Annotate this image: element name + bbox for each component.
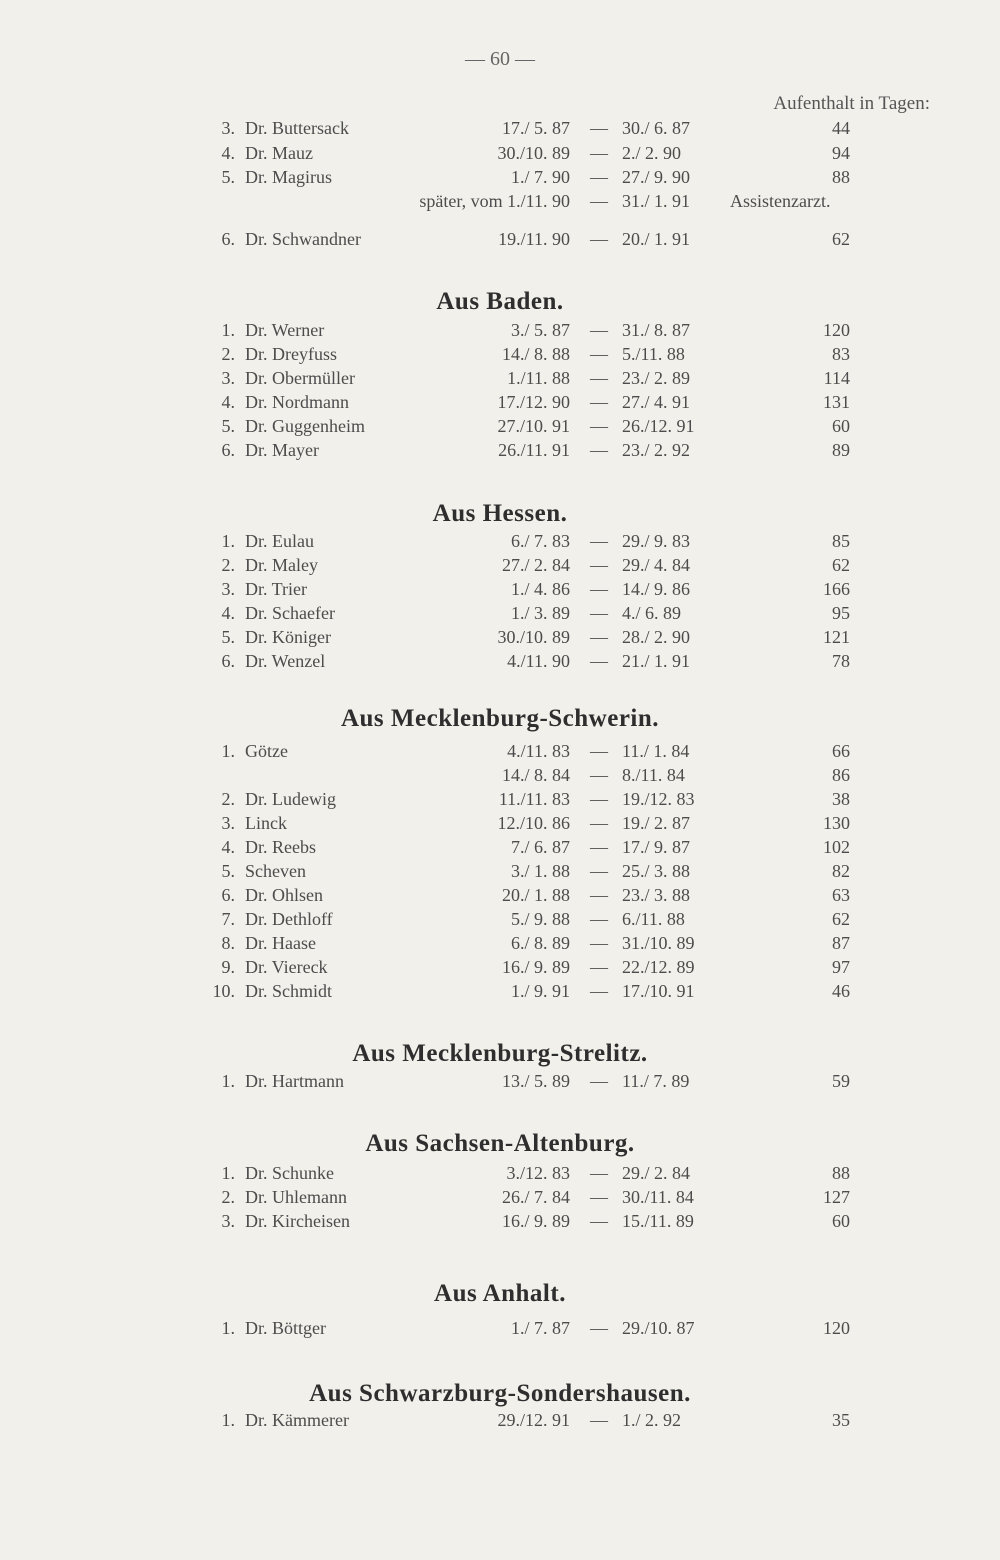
row-number: 4. [221,603,235,623]
dash-separator: — [590,1318,608,1338]
person-name: Dr. Viereck [245,957,328,977]
date-from: 12./10. 86 [497,813,570,833]
column-header: Aufenthalt in Tagen: [773,93,930,114]
days-count: 87 [832,933,850,953]
dash-separator: — [590,957,608,977]
dash-separator: — [590,579,608,599]
date-from: 4./11. 90 [507,651,570,671]
row-number: 2. [221,1187,235,1207]
person-name: Dr. Dreyfuss [245,344,337,364]
person-name: Dr. Mauz [245,143,313,163]
person-name: Dr. Wenzel [245,651,326,671]
person-name: Dr. Dethloff [245,909,333,929]
date-from: 30./10. 89 [497,627,570,647]
dash-separator: — [590,909,608,929]
date-to: 30./ 6. 87 [622,118,691,138]
date-from: 14./ 8. 88 [501,344,570,364]
row-number: 3. [221,1211,235,1231]
date-from: 1./ 4. 86 [510,579,570,599]
days-count: 59 [832,1071,850,1091]
row-number: 6. [221,229,235,249]
days-count: 88 [832,167,850,187]
row-number: 5. [221,416,235,436]
dash-separator: — [590,344,608,364]
days-count: 94 [832,143,850,163]
dash-separator: — [590,1211,608,1231]
date-to: 21./ 1. 91 [622,651,691,671]
days-count: 95 [832,603,850,623]
person-name: Dr. Magirus [245,167,332,187]
table-row [0,1211,1000,1235]
date-prefix: später, vom 1./11. 90 [419,191,570,211]
date-to: 8./11. 84 [622,765,685,785]
person-name: Dr. Maley [245,555,318,575]
days-count: 127 [823,1187,850,1207]
date-from: 26./ 7. 84 [501,1187,570,1207]
days-count: 86 [832,765,850,785]
person-name: Dr. Reebs [245,837,316,857]
person-name: Dr. Werner [245,320,325,340]
table-row [0,143,1000,167]
table-row [0,118,1000,142]
row-number: 6. [221,885,235,905]
person-name: Dr. Schmidt [245,981,333,1001]
table-row [0,531,1000,555]
date-to: 23./ 2. 92 [622,440,691,460]
date-from: 17./ 5. 87 [501,118,570,138]
table-row [0,651,1000,675]
days-count: 130 [823,813,850,833]
row-number: 1. [221,531,235,551]
row-number: 6. [221,440,235,460]
row-number: 3. [221,813,235,833]
table-row [0,1071,1000,1095]
person-name: Dr. Nordmann [245,392,349,412]
dash-separator: — [590,392,608,412]
date-from: 26./11. 91 [498,440,570,460]
row-number: 1. [221,741,235,761]
person-name: Dr. Obermüller [245,368,355,388]
days-count: 66 [832,741,850,761]
date-to: 31./10. 89 [622,933,695,953]
table-row [0,1163,1000,1187]
date-to: 1./ 2. 92 [622,1410,682,1430]
date-from: 1./ 7. 87 [510,1318,570,1338]
table-row [0,392,1000,416]
table-row [0,440,1000,464]
days-count: 120 [823,1318,850,1338]
date-to: 29./ 4. 84 [622,555,691,575]
dash-separator: — [590,229,608,249]
row-number: 5. [221,861,235,881]
row-number: 4. [221,143,235,163]
person-name: Dr. Kircheisen [245,1211,350,1231]
person-name: Dr. Schaefer [245,603,335,623]
dash-separator: — [590,1187,608,1207]
date-to: 15./11. 89 [622,1211,694,1231]
date-from: 4./11. 83 [507,741,570,761]
section-title: Aus Hessen. [432,500,568,527]
table-row [0,909,1000,933]
table-row [0,555,1000,579]
table-row [0,1318,1000,1342]
table-row [0,885,1000,909]
date-to: 23./ 3. 88 [622,885,691,905]
row-number: 6. [221,651,235,671]
days-count: 83 [832,344,850,364]
date-from: 1./11. 88 [507,368,570,388]
dash-separator: — [590,1071,608,1091]
table-row [0,167,1000,191]
date-from: 1./ 3. 89 [510,603,570,623]
dash-separator: — [590,765,608,785]
date-from: 3./ 1. 88 [510,861,570,881]
date-from: 29./12. 91 [497,1410,570,1430]
dash-separator: — [590,1410,608,1430]
page-number: — 60 — [465,48,535,70]
row-number: 2. [221,555,235,575]
date-from: 1./ 9. 91 [510,981,570,1001]
date-from: 13./ 5. 89 [501,1071,570,1091]
date-to: 25./ 3. 88 [622,861,691,881]
row-number: 3. [221,579,235,599]
date-from: 27./ 2. 84 [501,555,570,575]
row-number: 7. [221,909,235,929]
row-number: 1. [221,1318,235,1338]
person-name: Dr. Buttersack [245,118,349,138]
date-from: 16./ 9. 89 [501,1211,570,1231]
days-count: 102 [823,837,850,857]
table-row [0,1410,1000,1434]
person-name: Götze [245,741,288,761]
days-count: 46 [832,981,850,1001]
table-row [0,789,1000,813]
date-to: 4./ 6. 89 [622,603,682,623]
section-title: Aus Mecklenburg-Strelitz. [352,1040,648,1067]
row-number: 1. [221,1163,235,1183]
row-number: 10. [212,981,235,1001]
person-name: Dr. Böttger [245,1318,326,1338]
days-count: 121 [823,627,850,647]
dash-separator: — [590,981,608,1001]
person-name: Dr. Haase [245,933,316,953]
days-count: 85 [832,531,850,551]
section-title: Aus Mecklenburg-Schwerin. [340,705,660,732]
dash-separator: — [590,885,608,905]
days-count: 60 [832,1211,850,1231]
days-count: 35 [832,1410,850,1430]
date-to: 19./12. 83 [622,789,695,809]
table-row [0,627,1000,651]
person-name: Dr. Trier [245,579,308,599]
dash-separator: — [590,118,608,138]
date-to: 29./ 9. 83 [622,531,691,551]
dash-separator: — [590,627,608,647]
row-number: 4. [221,837,235,857]
person-name: Dr. Schwandner [245,229,361,249]
date-to: 30./11. 84 [622,1187,694,1207]
dash-separator: — [590,861,608,881]
days-count: 89 [832,440,850,460]
table-row [0,368,1000,392]
date-from: 30./10. 89 [497,143,570,163]
section-title: Aus Baden. [436,288,564,315]
row-number: 1. [221,1071,235,1091]
section-title: Aus Sachsen-Altenburg. [365,1130,635,1157]
days-count: 60 [832,416,850,436]
date-to: 22./12. 89 [622,957,695,977]
table-row [0,765,1000,789]
date-to: 31./ 1. 91 [622,191,691,211]
dash-separator: — [590,789,608,809]
date-to: 19./ 2. 87 [622,813,691,833]
days-count: 114 [823,368,850,388]
row-number: 2. [221,344,235,364]
date-to: 14./ 9. 86 [622,579,691,599]
row-number: 5. [221,167,235,187]
dash-separator: — [590,651,608,671]
date-from: 3./ 5. 87 [510,320,570,340]
row-number: 3. [221,368,235,388]
dash-separator: — [590,320,608,340]
date-from: 14./ 8. 84 [501,765,570,785]
date-to: 27./ 9. 90 [622,167,691,187]
dash-separator: — [590,555,608,575]
days-count: 120 [823,320,850,340]
date-from: 6./ 8. 89 [510,933,570,953]
person-name: Dr. Mayer [245,440,319,460]
table-row [0,861,1000,885]
person-name: Linck [245,813,287,833]
date-to: 20./ 1. 91 [622,229,691,249]
date-from: 6./ 7. 83 [510,531,570,551]
table-row [0,320,1000,344]
days-count: 82 [832,861,850,881]
person-name: Dr. Guggenheim [245,416,365,436]
table-row [0,813,1000,837]
table-row [0,741,1000,765]
days-count: 38 [832,789,850,809]
dash-separator: — [590,167,608,187]
date-to: 29./ 2. 84 [622,1163,691,1183]
table-row [0,837,1000,861]
date-from: 1./ 7. 90 [510,167,570,187]
row-number: 5. [221,627,235,647]
table-row [0,957,1000,981]
date-from: 16./ 9. 89 [501,957,570,977]
row-number: 3. [221,118,235,138]
person-name: Scheven [245,861,306,881]
person-name: Dr. Ohlsen [245,885,323,905]
days-count: 131 [823,392,850,412]
table-row [0,981,1000,1005]
dash-separator: — [590,933,608,953]
person-name: Dr. Uhlemann [245,1187,347,1207]
date-to: 29./10. 87 [622,1318,695,1338]
dash-separator: — [590,813,608,833]
date-from: 11./11. 83 [498,789,570,809]
date-from: 5./ 9. 88 [510,909,570,929]
days-count: 62 [832,909,850,929]
date-to: 23./ 2. 89 [622,368,691,388]
date-to: 11./ 1. 84 [622,741,690,761]
table-row [0,229,1000,253]
person-name: Dr. Hartmann [245,1071,344,1091]
dash-separator: — [590,603,608,623]
date-from: 19./11. 90 [498,229,570,249]
date-to: 2./ 2. 90 [622,143,682,163]
date-to: 28./ 2. 90 [622,627,691,647]
days-count: 166 [823,579,850,599]
days-count: 62 [832,555,850,575]
section-title: Aus Schwarzburg-Sondershausen. [309,1380,691,1407]
table-row [0,344,1000,368]
date-from: 3./12. 83 [506,1163,570,1183]
date-to: 31./ 8. 87 [622,320,691,340]
days-count: 62 [832,229,850,249]
date-to: 27./ 4. 91 [622,392,691,412]
table-row [0,1187,1000,1211]
table-row [0,933,1000,957]
date-to: 17./10. 91 [622,981,695,1001]
days-count: 78 [832,651,850,671]
dash-separator: — [590,368,608,388]
table-row [0,579,1000,603]
dash-separator: — [590,531,608,551]
date-from: 17./12. 90 [497,392,570,412]
days-count: 97 [832,957,850,977]
dash-separator: — [590,143,608,163]
date-from: 7./ 6. 87 [510,837,570,857]
dash-separator: — [590,416,608,436]
person-name: Dr. Kämmerer [245,1410,349,1430]
date-to: 26./12. 91 [622,416,695,436]
row-note: Assistenzarzt. [730,191,831,211]
section-title: Aus Anhalt. [434,1280,566,1307]
person-name: Dr. Königer [245,627,331,647]
date-to: 5./11. 88 [622,344,685,364]
dash-separator: — [590,191,608,211]
table-row [0,416,1000,440]
dash-separator: — [590,741,608,761]
row-number: 4. [221,392,235,412]
date-from: 20./ 1. 88 [501,885,570,905]
person-name: Dr. Schunke [245,1163,334,1183]
date-to: 6./11. 88 [622,909,685,929]
row-number: 8. [221,933,235,953]
dash-separator: — [590,1163,608,1183]
date-from: 27./10. 91 [497,416,570,436]
person-name: Dr. Ludewig [245,789,336,809]
days-count: 44 [832,118,850,138]
days-count: 88 [832,1163,850,1183]
dash-separator: — [590,837,608,857]
date-to: 17./ 9. 87 [622,837,691,857]
table-row [0,603,1000,627]
row-number: 1. [221,320,235,340]
date-to: 11./ 7. 89 [622,1071,690,1091]
row-number: 9. [221,957,235,977]
days-count: 63 [832,885,850,905]
person-name: Dr. Eulau [245,531,314,551]
row-number: 1. [221,1410,235,1430]
dash-separator: — [590,440,608,460]
table-row [0,191,1000,215]
row-number: 2. [221,789,235,809]
